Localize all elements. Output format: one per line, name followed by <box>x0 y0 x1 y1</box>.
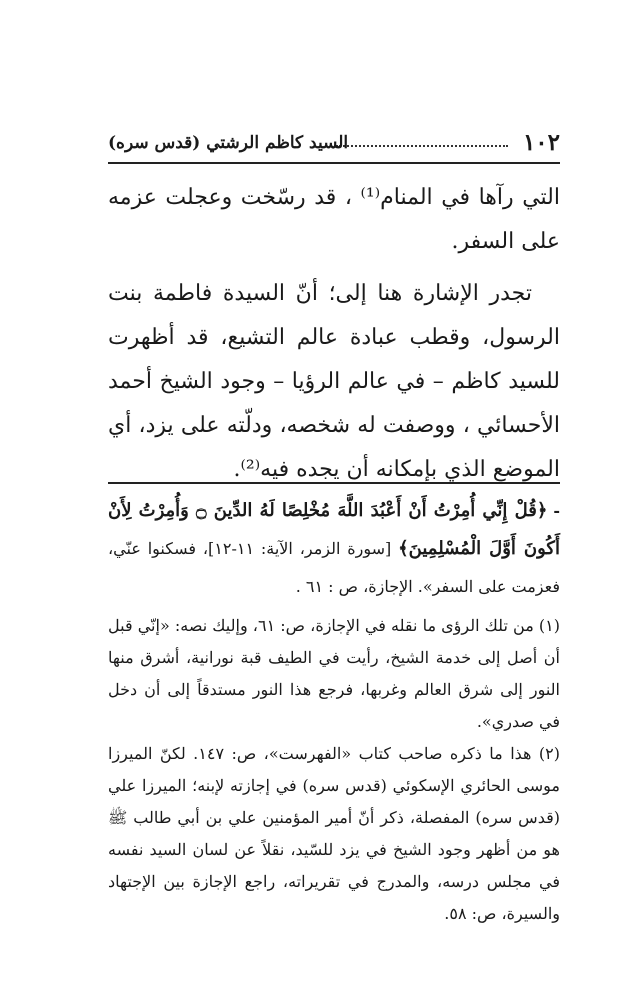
footnote-continuation <box>108 492 560 606</box>
footnote-separator <box>108 482 560 484</box>
footnote-1: (١) من تلك الرؤى ما نقله في الإجازة، ص: ٦١، وإليك نصه: «إنّي قبل أن أصل إلى خدمة الشيخ، رأيت في الطيف قبة نورانية، أشرق منها النور إلى شرق العالم وغربها، فرجع هذا النور مستدقاً إلى أن دخل في صدري». <box>108 616 561 731</box>
dash-marker: - <box>553 501 560 520</box>
page-header <box>108 126 560 162</box>
header-dotted-leader <box>336 145 508 147</box>
quran-verse: ﴿قُلْ إِنِّي أُمِرْتُ أَنْ أَعْبُدَ اللَّهَ مُخْلِصًا لَهُ الدِّينَ ۝ وَأُمِرْتُ لِأَنْ أَكُونَ أَوَّلَ الْمُسْلِمِينَ﴾ <box>108 500 560 559</box>
header-rule <box>108 162 560 164</box>
paragraph-1: التي رآها في المنام⁽¹⁾ ، قد رسّخت وعجلت عزمه على السفر. <box>108 185 560 254</box>
paragraph-2: تجدر الإشارة هنا إلى؛ أنّ السيدة فاطمة بنت الرسول، وقطب عبادة عالم التشيع، قد أظهرت للسيد كاظم – في عالم الرؤيا – وجود الشيخ أحمد الأحسائي ، ووصفت له شخصه، ودلّته على يزد، أي الموضع الذي بإمكانه أن يجده فيه⁽²⁾. <box>108 281 560 482</box>
main-text <box>108 176 560 492</box>
footnotes <box>108 492 560 930</box>
running-title: السيد كاظم الرشتي (قدس سره) <box>108 133 349 153</box>
page-number: ١٠٢ <box>522 129 560 156</box>
verse-citation: [سورة الزمر، الآية: ١١-١٢]، فسكنوا عنّي، فعزمت على السفر». الإجازة، ص : ٦١ . <box>108 539 560 596</box>
footnote-2: (٢) هذا ما ذكره صاحب كتاب «الفهرست»، ص: ١٤٧. لكنّ الميرزا موسى الحائري الإسكوئي (قدس سره) في إجازته لإبنه؛ الميرزا علي (قدس سره) المفصلة، ذكر أنّ أمير المؤمنين علي بن أبي طالب ﷺ هو من أظهر وجود الشيخ في يزد للسّيد، نقلاً عن لسان السيد نفسه في مجلس درسه، والمدرج في تقريراته، راجع الإجازة بين الإجتهاد والسيرة، ص: ٥٨. <box>108 744 561 923</box>
